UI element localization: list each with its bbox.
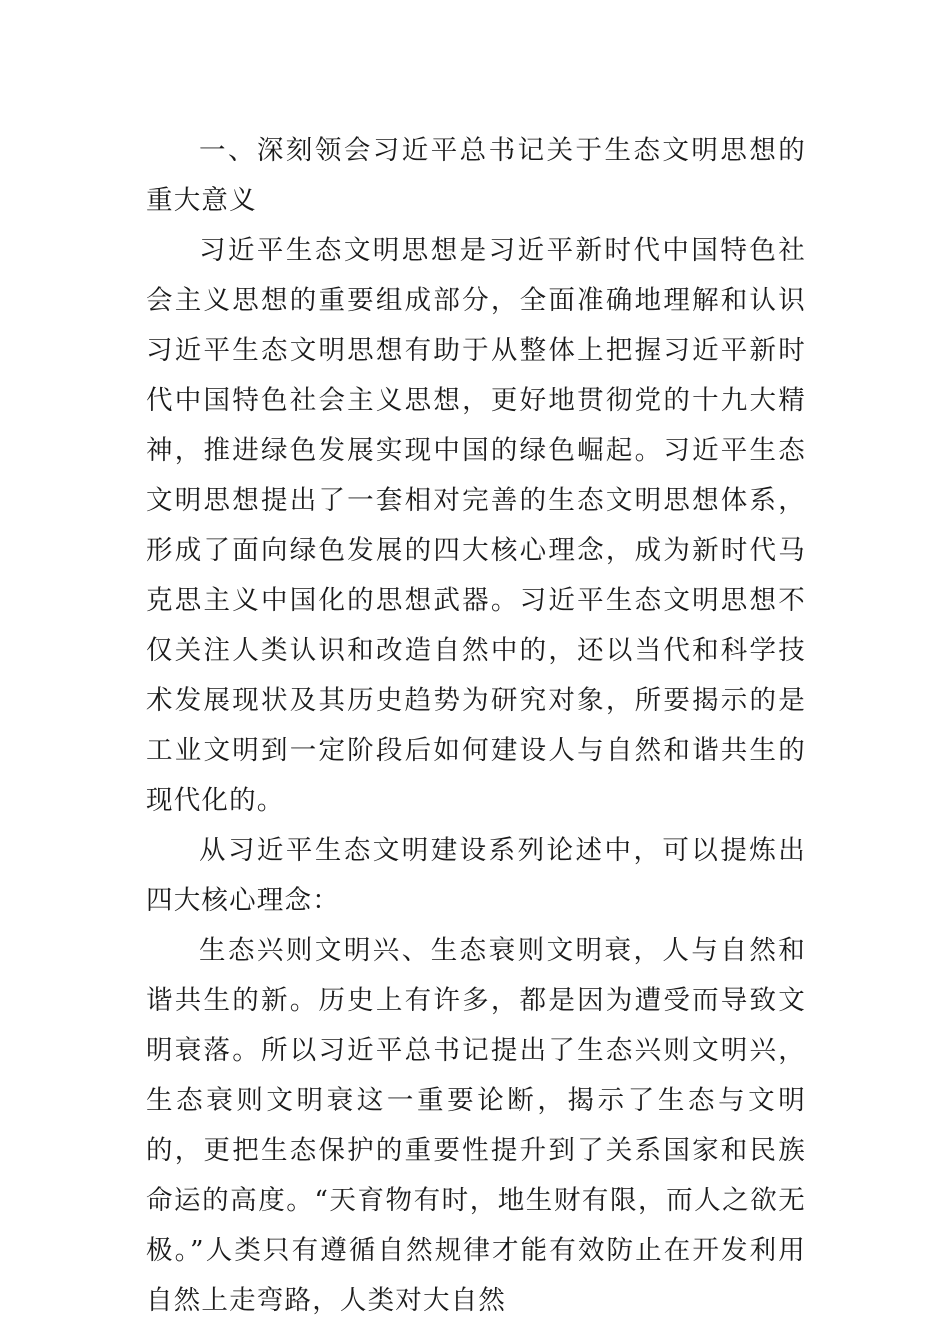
paragraph-core-concepts-lead: 从习近平生态文明建设系列论述中，可以提炼出四大核心理念： [146, 835, 806, 916]
section-heading: 一、深刻领会习近平总书记关于生态文明思想的重大意义 [146, 135, 806, 216]
paragraph-first-concept: 生态兴则文明兴、生态衰则文明衰，人与自然和谐共生的新。历史上有许多，都是因为遭受而导致文明衰落。所以习近平总书记提出了生态兴则文明兴，生态衰则文明衰这一重要论断，揭示了生态与文明的，更把生态保护的重要性提升到了关系国家和民族命运的高度。“天育物有时，地生财有限，而人之欲无极。”人类只有遵循自然规律才能有效防止在开发利用自然上走弯路，人类对大自然 [146, 935, 806, 1316]
paragraph-intro: 习近平生态文明思想是习近平新时代中国特色社会主义思想的重要组成部分，全面准确地理解和认识习近平生态文明思想有助于从整体上把握习近平新时代中国特色社会主义思想，更好地贯彻党的十九大精神，推进绿色发展实现中国的绿色崛起。习近平生态文明思想提出了一套相对完善的生态文明思想体系，形成了面向绿色发展的四大核心理念，成为新时代马克思主义中国化的思想武器。习近平生态文明思想不仅关注人类认识和改造自然中的，还以当代和科学技术发展现状及其历史趋势为研究对象，所要揭示的是工业文明到一定阶段后如何建设人与自然和谐共生的现代化的。 [146, 235, 806, 816]
document-body [146, 126, 806, 1326]
